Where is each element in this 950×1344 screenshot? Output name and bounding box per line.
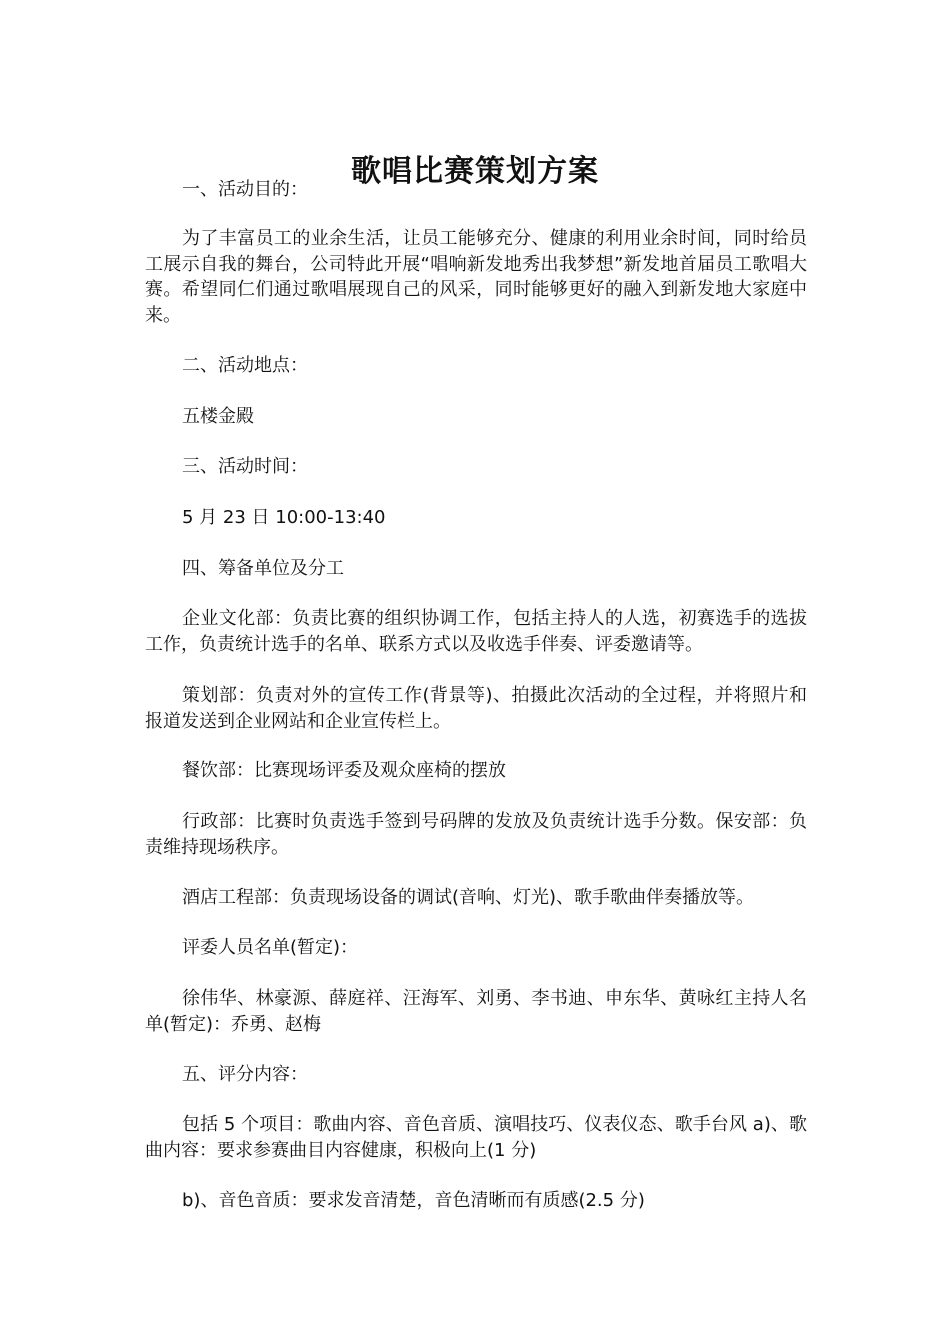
section-heading-organizers: 四、筹备单位及分工 bbox=[182, 558, 344, 579]
paragraph-admin-dept: 行政部：比赛时负责选手签到号码牌的发放及负责统计选手分数。保安部：负责维持现场秩序。 bbox=[145, 811, 807, 858]
paragraph-planning-dept: 策划部：负责对外的宣传工作(背景等)、拍摄此次活动的全过程，并将照片和报道发送到企业网站和企业宣传栏上。 bbox=[145, 685, 807, 732]
paragraph-judges-heading: 评委人员名单(暂定)： bbox=[182, 937, 359, 958]
section-heading-scoring: 五、评分内容： bbox=[182, 1064, 308, 1085]
paragraph-culture-dept: 企业文化部：负责比赛的组织协调工作，包括主持人的人选，初赛选手的选拔工作，负责统计选手的名单、联系方式以及收选手伴奏、评委邀请等。 bbox=[145, 608, 807, 655]
paragraph-engineering-dept: 酒店工程部：负责现场设备的调试(音响、灯光)、歌手歌曲伴奏播放等。 bbox=[182, 887, 755, 908]
paragraph-judges-list: 徐伟华、林豪源、薛庭祥、汪海军、刘勇、李书迪、申东华、黄咏红主持人名单(暂定)：乔勇、赵梅 bbox=[145, 988, 807, 1035]
paragraph-scoring-b: b)、音色音质：要求发音清楚，音色清晰而有质感(2.5 分) bbox=[182, 1190, 645, 1211]
section-heading-purpose: 一、活动目的： bbox=[182, 179, 308, 200]
paragraph-purpose: 为了丰富员工的业余生活，让员工能够充分、健康的利用业余时间，同时给员工展示自我的舞台，公司特此开展“唱响新发地秀出我梦想”新发地首届员工歌唱大赛。希望同仁们通过歌唱展现自己的风采，同时能够更好的融入到新发地大家庭中来。 bbox=[145, 228, 807, 326]
document-title: 歌唱比赛策划方案 bbox=[351, 154, 599, 190]
paragraph-scoring-items: 包括 5 个项目：歌曲内容、音色音质、演唱技巧、仪表仪态、歌手台风 a)、歌曲内容：要求参赛曲目内容健康，积极向上(1 分) bbox=[145, 1114, 807, 1161]
section-heading-time: 三、活动时间： bbox=[182, 456, 308, 477]
paragraph-time: 5 月 23 日 10:00-13:40 bbox=[182, 507, 386, 528]
section-heading-location: 二、活动地点： bbox=[182, 355, 308, 376]
paragraph-location: 五楼金殿 bbox=[182, 406, 254, 427]
paragraph-catering-dept: 餐饮部：比赛现场评委及观众座椅的摆放 bbox=[182, 760, 506, 781]
